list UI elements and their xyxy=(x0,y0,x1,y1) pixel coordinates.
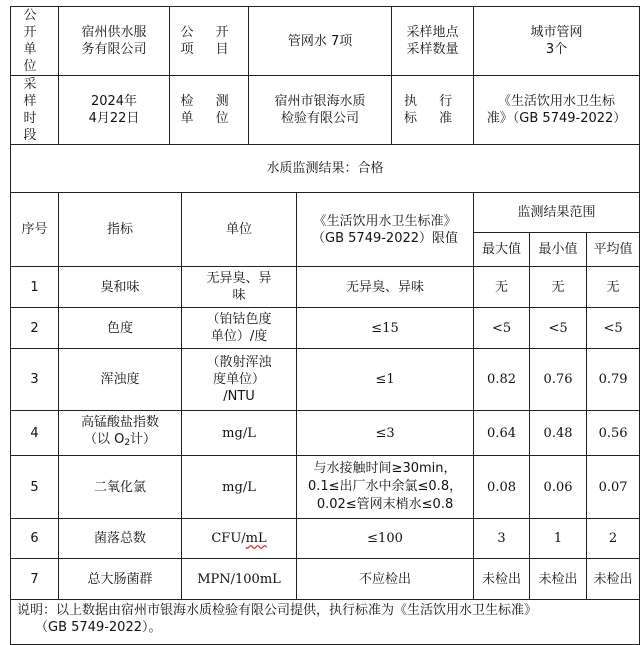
row-avg: 无 xyxy=(587,267,640,308)
note-text xyxy=(11,600,640,645)
publisher-value: 宿州供水服 务有限公司 xyxy=(59,7,170,76)
note-line-2: （GB 5749-2022）。 xyxy=(35,620,162,635)
row-indicator: 浑浊度 xyxy=(59,349,182,411)
row-avg: <5 xyxy=(587,308,640,349)
row-min: 0.48 xyxy=(530,411,587,456)
row-indicator: 总大肠菌群 xyxy=(59,559,182,600)
row-unit: mg/L xyxy=(182,456,297,519)
row-unit: （铂钴色度 单位）/度 xyxy=(182,308,297,349)
standard-label: 执 行 标 准 xyxy=(392,76,474,145)
project-label: 公 开 项 目 xyxy=(170,7,249,76)
row-min: 1 xyxy=(530,519,587,559)
row-avg: 未检出 xyxy=(587,559,640,600)
result-banner: 水质监测结果：合格 xyxy=(11,145,640,193)
row-avg: 0.56 xyxy=(587,411,640,456)
info-row-2 xyxy=(11,76,640,145)
publisher-label: 公 开 单 位 xyxy=(11,7,59,76)
standard-value: 《生活饮用水卫生标 准》（GB 5749-2022） xyxy=(474,76,640,145)
row-unit: （散射浑浊 度单位） /NTU xyxy=(182,349,297,411)
row-limit: 不应检出 xyxy=(297,559,474,600)
row-max: 无 xyxy=(474,267,530,308)
row-min: 未检出 xyxy=(530,559,587,600)
row-indicator: 色度 xyxy=(59,308,182,349)
row-avg: 2 xyxy=(587,519,640,559)
header-limit: 《生活饮用水卫生标准》 （GB 5749-2022）限值 xyxy=(297,193,474,267)
period-value: 2024年 4月22日 xyxy=(59,76,170,145)
row-indicator-main: 高锰酸盐指数 xyxy=(80,415,159,430)
row-max: 0.64 xyxy=(474,411,530,456)
row-no: 1 xyxy=(11,267,59,308)
row-unit: 无异臭、异 味 xyxy=(182,267,297,308)
header-max: 最大值 xyxy=(474,233,530,267)
project-value: 管网水 7项 xyxy=(249,7,392,76)
row-no: 4 xyxy=(11,411,59,456)
row-limit: ≤3 xyxy=(297,411,474,456)
info-row-1 xyxy=(11,7,640,76)
row-max: 0.08 xyxy=(474,456,530,519)
sampling-label: 采样地点 采样数量 xyxy=(392,7,474,76)
row-limit: 与水接触时间≥30min， 0.1≤出厂水中余氯≤0.8， 0.02≤管网末梢水≤0.8 xyxy=(297,456,474,519)
row-avg: 0.79 xyxy=(587,349,640,411)
header-range: 监测结果范围 xyxy=(474,193,640,233)
row-min: 0.76 xyxy=(530,349,587,411)
period-label: 采 样 时 段 xyxy=(11,76,59,145)
result-banner-row xyxy=(11,145,640,193)
header-min: 最小值 xyxy=(530,233,587,267)
row-indicator: 二氧化氯 xyxy=(59,456,182,519)
sampling-value: 城市管网 3个 xyxy=(474,7,640,76)
header-indicator: 指标 xyxy=(59,193,182,267)
row-max: 3 xyxy=(474,519,530,559)
row-indicator xyxy=(59,411,182,456)
row-max: 0.82 xyxy=(474,349,530,411)
row-limit: 无异臭、异味 xyxy=(297,267,474,308)
table-row xyxy=(11,411,640,456)
table-row xyxy=(11,456,640,519)
row-unit: CFU/mL xyxy=(182,519,297,559)
row-indicator: 臭和味 xyxy=(59,267,182,308)
row-no: 3 xyxy=(11,349,59,411)
header-unit: 单位 xyxy=(182,193,297,267)
table-row xyxy=(11,559,640,600)
row-max: <5 xyxy=(474,308,530,349)
row-no: 7 xyxy=(11,559,59,600)
header-no: 序号 xyxy=(11,193,59,267)
row-unit: MPN/100mL xyxy=(182,559,297,600)
table-row xyxy=(11,267,640,308)
note-row xyxy=(11,600,640,645)
row-limit: ≤15 xyxy=(297,308,474,349)
row-min: <5 xyxy=(530,308,587,349)
row-min: 0.06 xyxy=(530,456,587,519)
lab-value: 宿州市银海水质 检验有限公司 xyxy=(249,76,392,145)
row-limit: ≤1 xyxy=(297,349,474,411)
row-unit: mg/L xyxy=(182,411,297,456)
row-no: 2 xyxy=(11,308,59,349)
row-max: 未检出 xyxy=(474,559,530,600)
row-min: 无 xyxy=(530,267,587,308)
header-row-1 xyxy=(11,193,640,233)
row-limit: ≤100 xyxy=(297,519,474,559)
water-quality-report-table xyxy=(10,6,640,645)
row-indicator-note: （以 $O_2$计） xyxy=(83,432,157,448)
row-no: 5 xyxy=(11,456,59,519)
row-indicator: 菌落总数 xyxy=(59,519,182,559)
row-no: 6 xyxy=(11,519,59,559)
row-avg: 0.07 xyxy=(587,456,640,519)
lab-label: 检 测 单 位 xyxy=(170,76,249,145)
table-row xyxy=(11,308,640,349)
table-row xyxy=(11,519,640,559)
table-row xyxy=(11,349,640,411)
header-avg: 平均值 xyxy=(587,233,640,267)
note-line-1: 说明：以上数据由宿州市银海水质检验有限公司提供，执行标准为《生活饮用水卫生标准》 xyxy=(17,603,538,618)
